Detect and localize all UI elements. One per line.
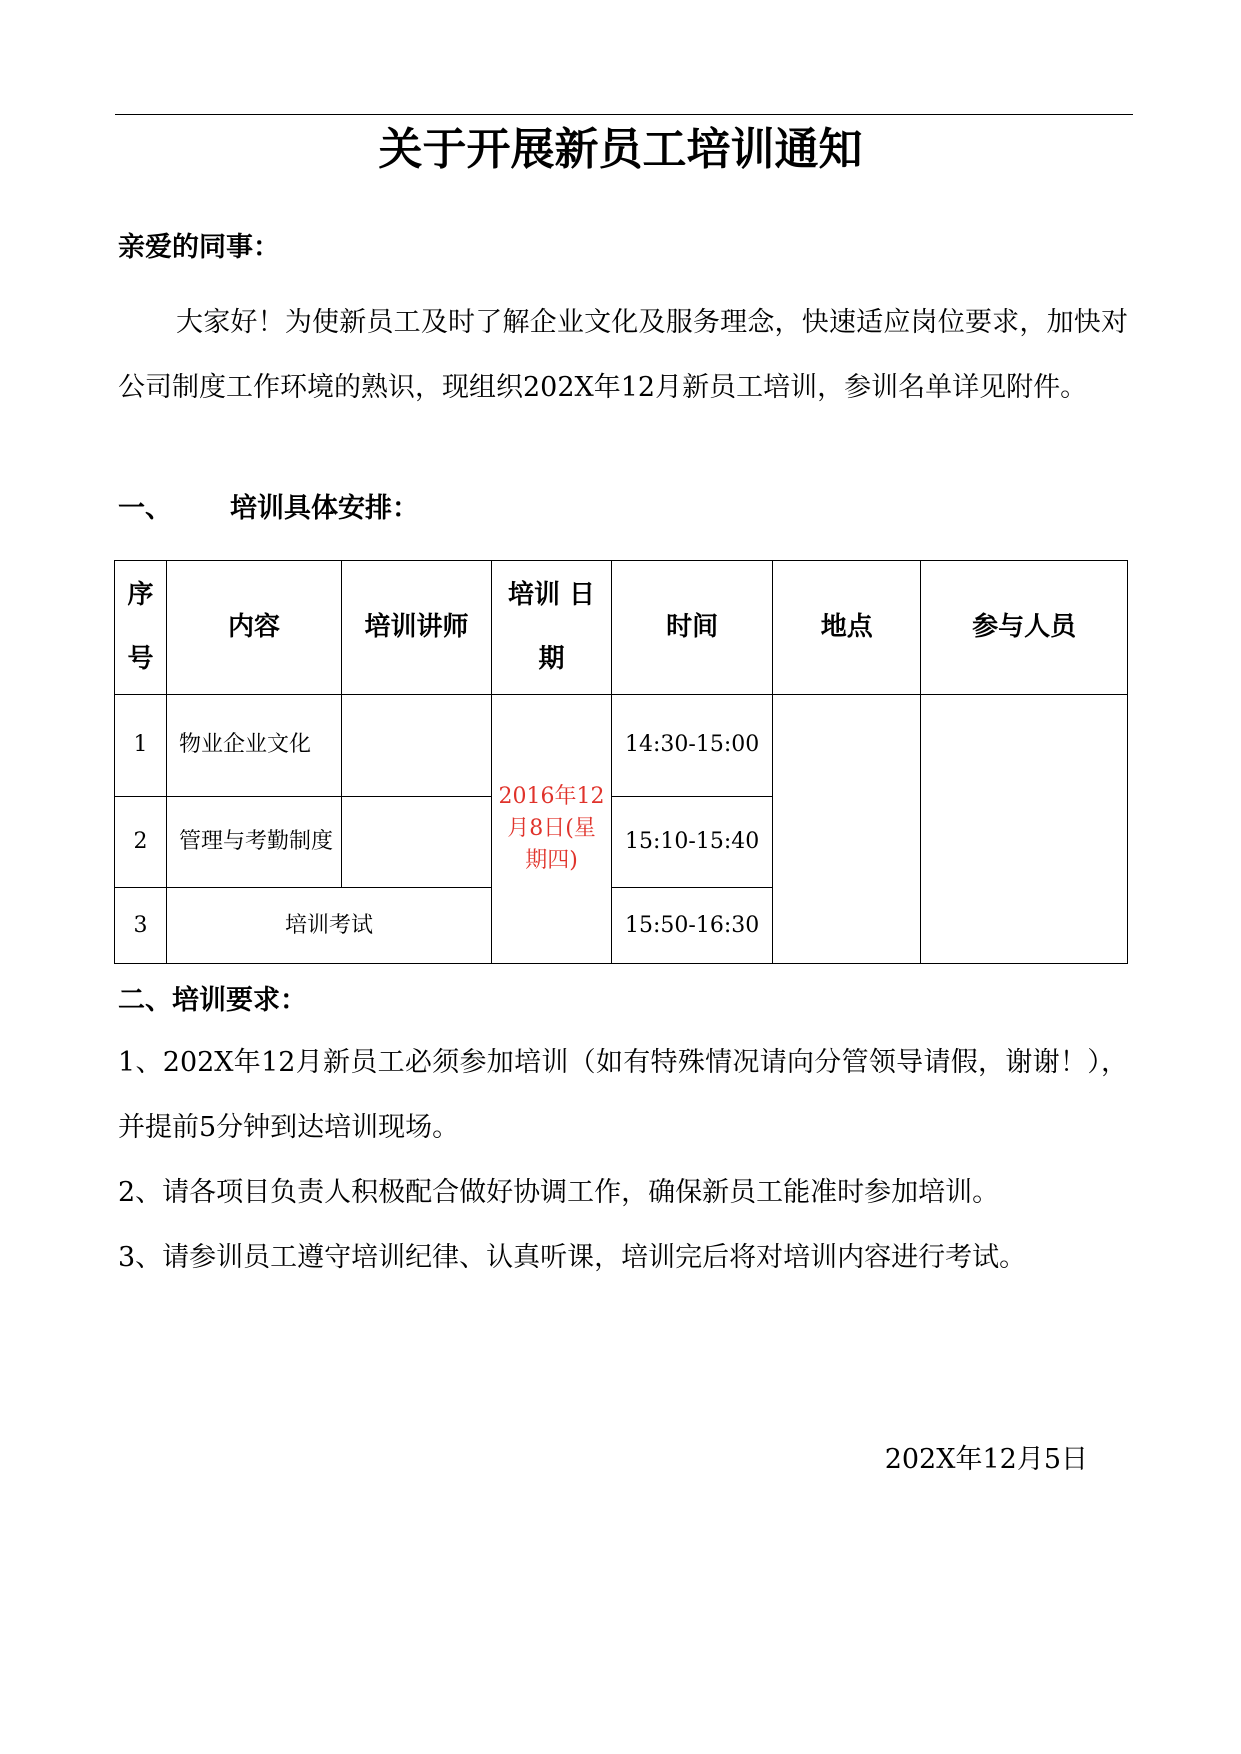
row-time: 14:30-15:00 bbox=[611, 694, 772, 796]
header-content: 内容 bbox=[166, 561, 341, 695]
row-trainer bbox=[341, 694, 491, 796]
header-seq bbox=[115, 561, 167, 695]
requirements-list bbox=[118, 1030, 1128, 1290]
section-number: 一、 bbox=[118, 493, 172, 524]
location-cell bbox=[773, 694, 921, 963]
requirement-item: 1、202X年12月新员工必须参加培训（如有特殊情况请向分管领导请假，谢谢！），并提前5分钟到达培训现场。 bbox=[118, 1047, 1128, 1143]
header-location: 地点 bbox=[773, 561, 921, 695]
header-rule bbox=[115, 114, 1133, 115]
header-seq-line2: 号 bbox=[127, 644, 154, 675]
requirement-item: 2、请各项目负责人积极配合做好协调工作，确保新员工能准时参加培训。 bbox=[118, 1177, 1000, 1208]
row-time: 15:50-16:30 bbox=[611, 888, 772, 964]
row-seq: 3 bbox=[115, 888, 167, 964]
header-time: 时间 bbox=[611, 561, 772, 695]
row-seq: 1 bbox=[115, 694, 167, 796]
page-title: 关于开展新员工培训通知 bbox=[378, 124, 863, 175]
row-content-exam: 培训考试 bbox=[166, 888, 491, 964]
row-seq: 2 bbox=[115, 796, 167, 888]
table-row bbox=[115, 694, 1128, 796]
row-content: 管理与考勤制度 bbox=[166, 796, 341, 888]
header-trainer: 培训讲师 bbox=[341, 561, 491, 695]
row-time: 15:10-15:40 bbox=[611, 796, 772, 888]
row-content: 物业企业文化 bbox=[166, 694, 341, 796]
header-date-line2: 期 bbox=[538, 644, 565, 675]
intro-paragraph: 大家好！为使新员工及时了解企业文化及服务理念，快速适应岗位要求，加快对公司制度工作环境的熟识，现组织202X年12月新员工培训，参训名单详见附件。 bbox=[118, 307, 1128, 403]
header-participants: 参与人员 bbox=[921, 561, 1128, 695]
greeting: 亲爱的同事： bbox=[118, 232, 280, 263]
section-title: 培训具体安排： bbox=[230, 493, 419, 524]
row-trainer bbox=[341, 796, 491, 888]
table-header-row bbox=[115, 561, 1128, 695]
header-date bbox=[492, 561, 612, 695]
schedule-table bbox=[114, 560, 1128, 964]
requirement-item: 3、请参训员工遵守培训纪律、认真听课，培训完后将对培训内容进行考试。 bbox=[118, 1242, 1027, 1273]
section-heading-requirements: 二、培训要求： bbox=[118, 985, 307, 1016]
header-date-line1: 培训 日 bbox=[507, 580, 596, 611]
participants-cell bbox=[921, 694, 1128, 963]
signature-date: 202X年12月5日 bbox=[884, 1444, 1088, 1475]
training-date: 2016年12月8日(星期四) bbox=[492, 694, 612, 963]
header-seq-line1: 序 bbox=[127, 580, 154, 611]
section-heading-schedule bbox=[118, 489, 419, 529]
